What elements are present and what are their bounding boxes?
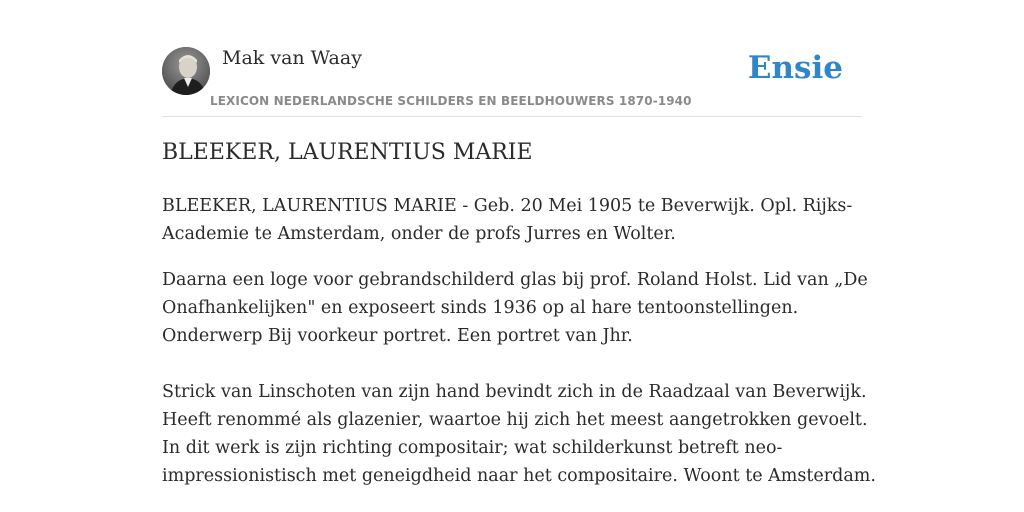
text-line: Strick van Linschoten van zijn hand bevindt zich in de Raadzaal van Beverwijk. xyxy=(162,382,867,402)
text-line: In dit werk is zijn richting compositair; wat schilderkunst betreft neo- xyxy=(162,438,783,458)
page-header xyxy=(162,46,862,117)
text-line: BLEEKER, LAURENTIUS MARIE - Geb. 20 Mei 1905 te Beverwijk. Opl. Rijks- xyxy=(162,196,853,216)
source-label[interactable]: LEXICON NEDERLANDSCHE SCHILDERS EN BEELDHOUWERS 1870-1940 xyxy=(210,94,692,108)
text-line: Heeft renommé als glazenier, waartoe hij zich het meest aangetrokken gevoelt. xyxy=(162,410,868,430)
author-avatar[interactable] xyxy=(162,47,210,95)
text-line: Onderwerp Bij voorkeur portret. Een portret van Jhr. xyxy=(162,326,633,346)
article-title: BLEEKER, LAURENTIUS MARIE xyxy=(162,140,533,165)
paragraph-2 xyxy=(162,266,876,490)
author-name[interactable]: Mak van Waay xyxy=(222,47,362,69)
text-line: impressionistisch met geneigdheid naar het compositaire. Woont te Amsterdam. xyxy=(162,466,876,486)
text-line: Onafhankelijken" en exposeert sinds 1936 op al hare tentoonstellingen. xyxy=(162,298,799,318)
text-line: Academie te Amsterdam, onder de profs Jurres en Wolter. xyxy=(162,224,676,244)
text-line: Daarna een loge voor gebrandschilderd glas bij prof. Roland Holst. Lid van „De xyxy=(162,270,868,290)
portrait-image xyxy=(162,47,210,95)
paragraph-gap xyxy=(162,350,862,378)
article-body xyxy=(162,192,876,508)
paragraph-1 xyxy=(162,192,862,248)
ensie-logo[interactable]: Ensie xyxy=(747,50,843,86)
